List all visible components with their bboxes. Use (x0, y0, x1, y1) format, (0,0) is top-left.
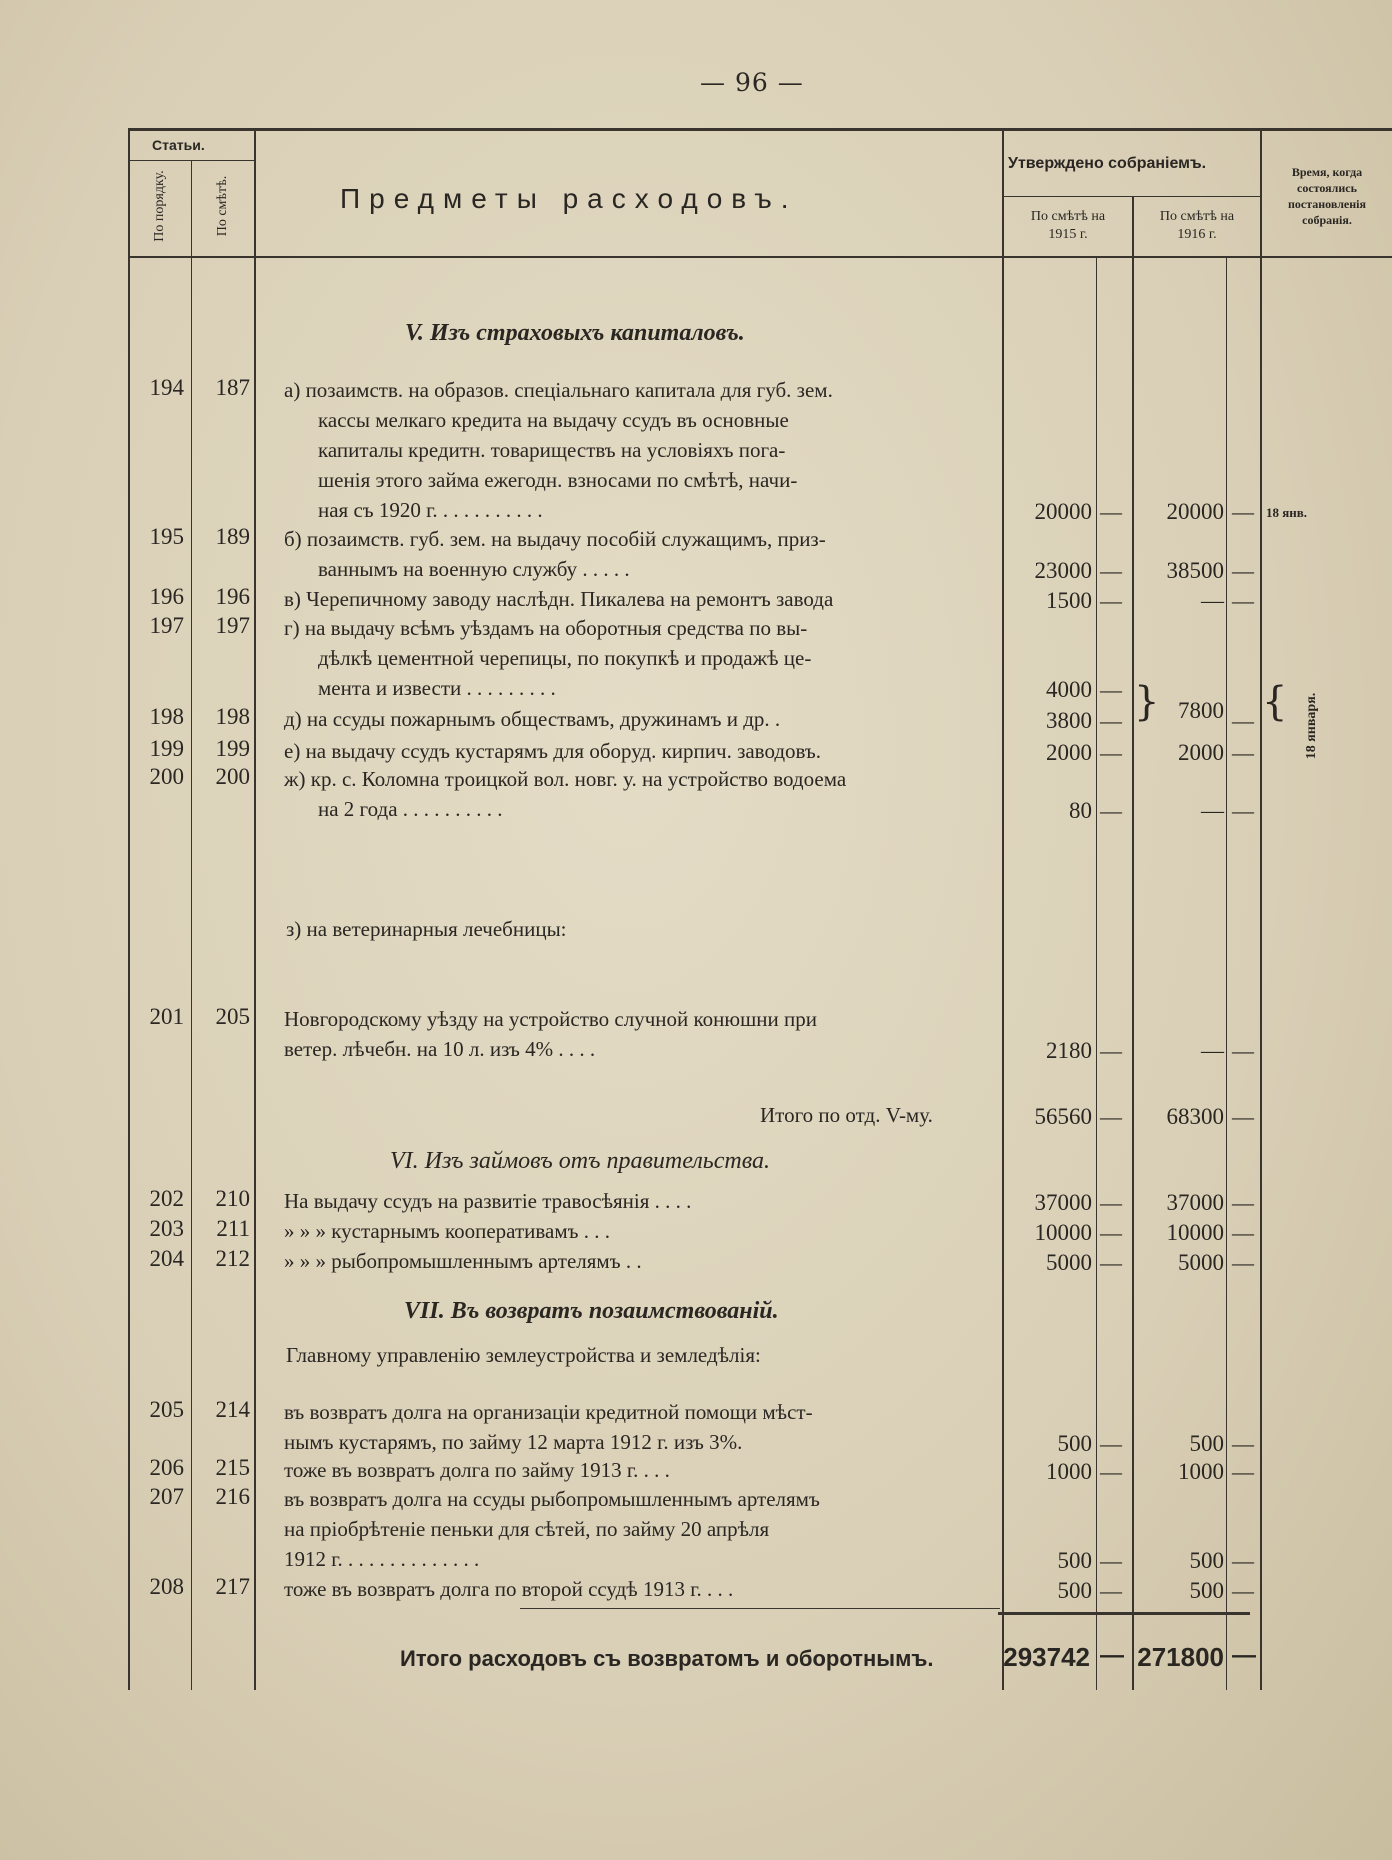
description-line: 1912 г. . . . . . . . . . . . . . (284, 1547, 480, 1571)
row-number-order: 203 (149, 1216, 184, 1241)
kopeck-dash-1916: — (1232, 588, 1254, 613)
row-number-estimate: 214 (215, 1397, 250, 1422)
total-amount-1915: 293742 (1003, 1642, 1090, 1672)
header-statyi: Статьи. (152, 137, 205, 153)
row-description (286, 914, 996, 944)
amount-1915: 10000 (1034, 1220, 1092, 1245)
description-line: Новгородскому уѣзду на устройство случной конюшни при (284, 1007, 817, 1031)
header-po-smete: По смѣтѣ. (215, 175, 230, 237)
table-top-rule (128, 128, 1392, 131)
row-number-order: 200 (149, 764, 184, 789)
kopeck-dash-1915: — (1100, 740, 1122, 765)
amount-1916: — (1201, 798, 1224, 823)
col-rule-6 (1226, 258, 1227, 1690)
row-description (284, 584, 994, 614)
row-number-estimate: 200 (215, 764, 250, 789)
row-description (284, 1574, 994, 1604)
row-description (284, 1246, 994, 1276)
description-line: » » » рыбопромышленнымъ артелямъ . . (284, 1249, 642, 1273)
header-inner-rule-utv (1002, 196, 1260, 197)
description-line: въ возвратъ долга на ссуды рыбопромышленнымъ артелямъ (284, 1487, 820, 1511)
kopeck-dash-1916: — (1232, 499, 1254, 524)
amount-1915: 37000 (1034, 1190, 1092, 1215)
row-number-order: 197 (149, 613, 184, 638)
kopeck-dash-1916: — (1232, 1250, 1254, 1275)
kopeck-dash-1915: — (1100, 1431, 1122, 1456)
kopeck-dash-1916: — (1232, 1431, 1254, 1456)
row-description (284, 1455, 994, 1485)
kopeck-dash-1916: — (1232, 1038, 1254, 1063)
brace-group-right: { (1262, 679, 1288, 725)
total-dash-1916: — (1232, 1642, 1256, 1669)
kopeck-dash-1915: — (1100, 798, 1122, 823)
amount-1916: 38500 (1166, 558, 1224, 583)
section-title-vi: VI. Изъ займовъ отъ правительства. (390, 1148, 770, 1174)
col-rule-4 (1096, 258, 1097, 1690)
header-title: Предметы расходовъ. (340, 183, 798, 214)
description-line: тоже въ возвратъ долга по займу 1913 г. . . . (284, 1458, 670, 1482)
kopeck-dash-1915: — (1100, 1038, 1122, 1063)
kopeck-dash-1916: — (1232, 558, 1254, 583)
amount-1916: 500 (1189, 1431, 1224, 1456)
header-utverzhdeno: Утверждено собраніемъ. (1008, 155, 1207, 172)
description-line: въ возвратъ долга на организаціи кредитной помощи мѣст- (284, 1400, 813, 1424)
row-description (284, 1216, 994, 1246)
left-border (128, 128, 130, 1690)
description-line: дѣлкѣ цементной черепицы, по покупкѣ и продажѣ це- (318, 646, 812, 670)
row-number-order: 199 (149, 736, 184, 761)
kopeck-dash-1916: — (1232, 1578, 1254, 1603)
header-col-1916: По смѣтѣ на 1916 г. (1159, 209, 1235, 242)
amount-1916: 500 (1189, 1578, 1224, 1603)
row-description (284, 1484, 994, 1574)
kopeck-dash-1916: — (1232, 1548, 1254, 1573)
description-line: шенія этого займа ежегодн. взносами по смѣтѣ, начи- (318, 468, 798, 492)
description-line: а) позаимств. на образов. спеціальнаго капитала для губ. зем. (284, 378, 833, 402)
section-title-vii: VII. Въ возвратъ позаимствованій. (404, 1298, 779, 1324)
row-number-estimate: 187 (215, 375, 250, 400)
description-line: г) на выдачу всѣмъ уѣздамъ на оборотныя средства по вы- (284, 616, 808, 640)
row-number-order: 194 (149, 375, 184, 400)
row-description (284, 736, 994, 766)
description-line: » » » кустарнымъ кооперативамъ . . . (284, 1219, 610, 1243)
row-description (284, 524, 994, 584)
description-line: ная съ 1920 г. . . . . . . . . . . (318, 498, 543, 522)
total-label: Итого расходовъ съ возвратомъ и оборотнымъ. (400, 1646, 934, 1671)
row-description (286, 1340, 996, 1370)
row-number-order: 206 (149, 1455, 184, 1480)
description-line: капиталы кредитн. товариществъ на условіяхъ пога- (318, 438, 786, 462)
amount-1915: 56560 (1034, 1104, 1092, 1129)
kopeck-dash-1915: — (1100, 1190, 1122, 1215)
amount-1915: 3800 (1046, 708, 1092, 733)
row-number-estimate: 217 (215, 1574, 250, 1599)
row-description (284, 1397, 994, 1457)
kopeck-dash-1916: — (1232, 798, 1254, 823)
row-number-order: 204 (149, 1246, 184, 1271)
header-col-1915: По смѣтѣ на 1915 г. (1030, 209, 1106, 242)
row-number-order: 201 (149, 1004, 184, 1029)
amount-1915: 1000 (1046, 1459, 1092, 1484)
total-dash-1915: — (1100, 1642, 1124, 1669)
description-line: б) позаимств. губ. зем. на выдачу пособій служащимъ, приз- (284, 527, 826, 551)
amount-1916: 2000 (1178, 740, 1224, 765)
row-number-order: 195 (149, 524, 184, 549)
amount-1916: 10000 (1166, 1220, 1224, 1245)
kopeck-dash-1916: — (1232, 1459, 1254, 1484)
amount-1915: 1500 (1046, 588, 1092, 613)
row-number-estimate: 216 (215, 1484, 250, 1509)
amount-1915: 2180 (1046, 1038, 1092, 1063)
description-line: на 2 года . . . . . . . . . . (318, 797, 503, 821)
row-description (284, 1186, 994, 1216)
amount-1915: 2000 (1046, 740, 1092, 765)
meeting-date-note: 18 янв. (1266, 505, 1308, 520)
header-po-poryadku: По порядку. (152, 170, 167, 242)
description-line: ветер. лѣчебн. на 10 л. изъ 4% . . . . (284, 1037, 596, 1061)
page-number: — 96 — (700, 68, 804, 97)
row-number-estimate: 198 (215, 704, 250, 729)
row-number-estimate: 189 (215, 524, 250, 549)
row-number-estimate: 211 (216, 1216, 250, 1241)
kopeck-dash-1915: — (1100, 558, 1122, 583)
amount-1915: 5000 (1046, 1250, 1092, 1275)
amount-1915: 500 (1057, 1431, 1092, 1456)
col-rule-2 (254, 128, 256, 1690)
description-line: ж) кр. с. Коломна троицкой вол. новг. у. на устройство водоема (284, 767, 847, 791)
amount-1916: 500 (1189, 1548, 1224, 1573)
row-number-estimate: 196 (215, 584, 250, 609)
row-description (284, 375, 994, 525)
kopeck-dash-1915: — (1100, 1548, 1122, 1573)
amount-1915: 4000 (1046, 677, 1092, 702)
row-number-estimate: 215 (215, 1455, 250, 1480)
description-line: в) Черепичному заводу наслѣдн. Пикалева на ремонтъ завода (284, 587, 834, 611)
kopeck-dash-1915: — (1100, 1104, 1122, 1129)
kopeck-dash-1915: — (1100, 1250, 1122, 1275)
description-line: на пріобрѣтеніе пеньки для сѣтей, по займу 20 апрѣля (284, 1517, 770, 1541)
description-line: нымъ кустарямъ, по займу 12 марта 1912 г. изъ 3%. (284, 1430, 743, 1454)
col-rule-7 (1260, 128, 1262, 1690)
kopeck-dash-1915: — (1100, 499, 1122, 524)
col-rule-1 (191, 160, 192, 1690)
description-line: е) на выдачу ссудъ кустарямъ для оборуд. кирпич. заводовъ. (284, 739, 822, 763)
row-number-estimate: 197 (215, 613, 250, 638)
row-number-estimate: 210 (215, 1186, 250, 1211)
amount-1916: 37000 (1166, 1190, 1224, 1215)
brace-group: } (1134, 679, 1160, 725)
kopeck-dash-1915: — (1100, 1459, 1122, 1484)
description-line: мента и извести . . . . . . . . . (318, 676, 556, 700)
row-number-estimate: 205 (215, 1004, 250, 1029)
description-line: кассы мелкаго кредита на выдачу ссудъ въ основные (318, 408, 789, 432)
kopeck-dash-1916: — (1232, 708, 1254, 733)
row-number-order: 205 (149, 1397, 184, 1422)
kopeck-dash-1916: — (1232, 740, 1254, 765)
amount-1915: 23000 (1034, 558, 1092, 583)
kopeck-dash-1916: — (1232, 1220, 1254, 1245)
amount-1915: 80 (1069, 798, 1092, 823)
description-line: Главному управленію землеустройства и земледѣлія: (286, 1343, 761, 1367)
amount-1915: 500 (1057, 1578, 1092, 1603)
description-line: На выдачу ссудъ на развитіе травосѣянія . . . . (284, 1189, 692, 1213)
row-number-order: 208 (149, 1574, 184, 1599)
row-number-order: 196 (149, 584, 184, 609)
section-title-v: V. Изъ страховыхъ капиталовъ. (405, 320, 745, 346)
total-rule-b (998, 1612, 1250, 1615)
amount-1916: 68300 (1166, 1104, 1224, 1129)
header-bottom-rule (128, 256, 1392, 258)
description-line: Итого по отд. V-му. (760, 1103, 933, 1127)
amount-1915: 500 (1057, 1548, 1092, 1573)
row-description (284, 613, 994, 703)
description-line: з) на ветеринарныя лечебницы: (286, 917, 567, 941)
total-amount-1916: 271800 (1137, 1642, 1224, 1672)
description-line: тоже въ возвратъ долга по второй ссудѣ 1913 г. . . . (284, 1577, 734, 1601)
kopeck-dash-1915: — (1100, 588, 1122, 613)
amount-1916: — (1201, 588, 1224, 613)
total-rule-a (520, 1608, 1000, 1609)
row-number-estimate: 199 (215, 736, 250, 761)
row-description (284, 704, 994, 734)
kopeck-dash-1915: — (1100, 677, 1122, 702)
row-description (284, 1004, 994, 1064)
amount-1916: 5000 (1178, 1250, 1224, 1275)
amount-1915: 20000 (1034, 499, 1092, 524)
row-number-order: 198 (149, 704, 184, 729)
kopeck-dash-1916: — (1232, 1190, 1254, 1215)
amount-1916: 20000 (1166, 499, 1224, 524)
row-number-order: 202 (149, 1186, 184, 1211)
row-number-order: 207 (149, 1484, 184, 1509)
amount-1916: — (1201, 1038, 1224, 1063)
amount-1916: 1000 (1178, 1459, 1224, 1484)
description-line: ваннымъ на военную службу . . . . . (318, 557, 630, 581)
side-note-18-jan: 18 января. (1304, 692, 1319, 760)
kopeck-dash-1915: — (1100, 1220, 1122, 1245)
row-description (284, 764, 994, 824)
description-line: д) на ссуды пожарнымъ обществамъ, дружинамъ и др. . (284, 707, 781, 731)
kopeck-dash-1915: — (1100, 1578, 1122, 1603)
kopeck-dash-1916: — (1232, 1104, 1254, 1129)
amount-1916: 7800 (1178, 698, 1224, 723)
header-vremya: Время, когда состоялись постановленія собранія. (1287, 165, 1367, 227)
kopeck-dash-1915: — (1100, 708, 1122, 733)
row-number-estimate: 212 (215, 1246, 250, 1271)
